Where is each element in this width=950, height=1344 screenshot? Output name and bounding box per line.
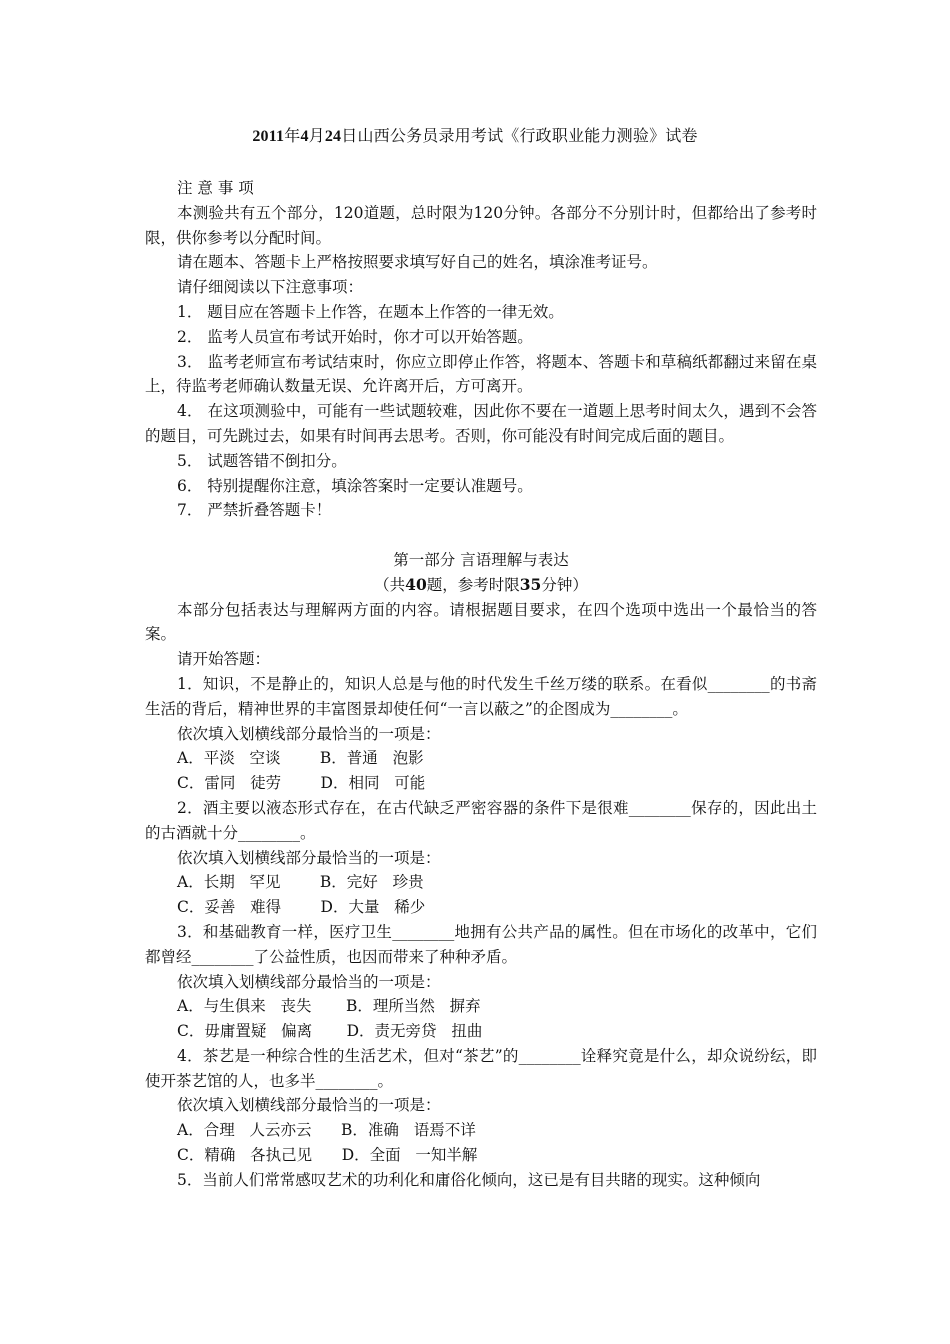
question-stem: 3．和基础教育一样，医疗卫生________地拥有公共产品的属性。但在市场化的改革中，它们都曾经________了公益性质，也因而带来了种种矛盾。 xyxy=(145,922,817,966)
question-5-stem: 5．当前人们常常感叹艺术的功利化和庸俗化倾向，这已是有目共睹的现实。这种倾向 xyxy=(177,1170,761,1189)
question-1 xyxy=(145,672,817,796)
question-stem: 2．酒主要以液态形式存在，在古代缺乏严密容器的条件下是很难________保存的，因此出土的古酒就十分________。 xyxy=(145,798,817,842)
notice-item: 5． 试题答错不倒扣分。 xyxy=(177,451,347,470)
question-2 xyxy=(145,796,817,920)
question-options-row: A．与生俱来 丧失 B．理所当然 摒弃 xyxy=(177,997,481,1016)
question-options-row: A．合理 人云亦云 B．准确 语焉不详 xyxy=(177,1121,476,1140)
question-prompt: 依次填入划横线部分最恰当的一项是： xyxy=(177,1096,441,1115)
question-prompt: 依次填入划横线部分最恰当的一项是： xyxy=(177,972,441,991)
document-body xyxy=(145,176,817,1193)
notice-item: 2． 监考人员宣布考试开始时，你才可以开始答题。 xyxy=(177,327,533,346)
question-prompt: 依次填入划横线部分最恰当的一项是： xyxy=(177,848,441,867)
section-heading: 第一部分 言语理解与表达 xyxy=(393,550,569,569)
notice-heading: 注 意 事 项 xyxy=(177,179,254,197)
document-title: 2011年4月24日山西公务员录用考试《行政职业能力测验》试卷 xyxy=(252,126,698,145)
notice-item: 4． 在这项测验中，可能有一些试题较难，因此你不要在一道题上思考时间太久，遇到不会答的题目，可先跳过去，如果有时间再去思考。否则，你可能没有时间完成后面的题目。 xyxy=(145,402,817,445)
question-stem: 4．茶艺是一种综合性的生活艺术，但对“茶艺”的________诠释究竟是什么，却众说纷纭，即使开茶艺馆的人，也多半________。 xyxy=(145,1046,817,1090)
section-start: 请开始答题： xyxy=(177,650,271,669)
question-options-row: C．雷同 徒劳 D．相同 可能 xyxy=(177,774,426,793)
question-stem: 1．知识，不是静止的，知识人总是与他的时代发生千丝万缕的联系。在看似________的书斋生活的背后，精神世界的丰富图景却使任何“一言以蔽之”的企图成为________。 xyxy=(145,674,817,718)
question-options-row: A．平淡 空谈 B．普通 泡影 xyxy=(177,749,424,768)
notice-paragraph: 请仔细阅读以下注意事项： xyxy=(177,278,364,297)
question-3 xyxy=(145,920,817,1044)
question-options-row: C．妥善 难得 D．大量 稀少 xyxy=(177,898,426,917)
question-4 xyxy=(145,1044,817,1168)
question-options-row: A．长期 罕见 B．完好 珍贵 xyxy=(177,873,424,892)
notice-paragraph: 本测验共有五个部分，120道题，总时限为120分钟。各部分不分别计时，但都给出了参考时限，供你参考以分配时间。 xyxy=(145,203,817,247)
notice-item: 7． 严禁折叠答题卡！ xyxy=(177,501,332,520)
question-options-row: C．毋庸置疑 偏离 D．责无旁贷 扭曲 xyxy=(177,1022,483,1041)
notice-item: 1． 题目应在答题卡上作答，在题本上作答的一律无效。 xyxy=(177,302,564,321)
section-subheading: （共40题，参考时限35分钟） xyxy=(374,574,588,594)
notice-item: 6． 特别提醒你注意，填涂答案时一定要认准题号。 xyxy=(177,476,533,495)
notice-item: 3． 监考老师宣布考试结束时，你应立即停止作答，将题本、答题卡和草稿纸都翻过来留在桌上，待监考老师确认数量无误、允许离开后，方可离开。 xyxy=(145,352,817,396)
notice-paragraph: 请在题本、答题卡上严格按照要求填写好自己的姓名，填涂准考证号。 xyxy=(177,253,658,272)
question-options-row: C．精确 各执己见 D．全面 一知半解 xyxy=(177,1146,478,1165)
question-prompt: 依次填入划横线部分最恰当的一项是： xyxy=(177,724,441,743)
spacer xyxy=(145,523,817,548)
section-intro: 本部分包括表达与理解两方面的内容。请根据题目要求，在四个选项中选出一个最恰当的答案。 xyxy=(145,600,817,644)
